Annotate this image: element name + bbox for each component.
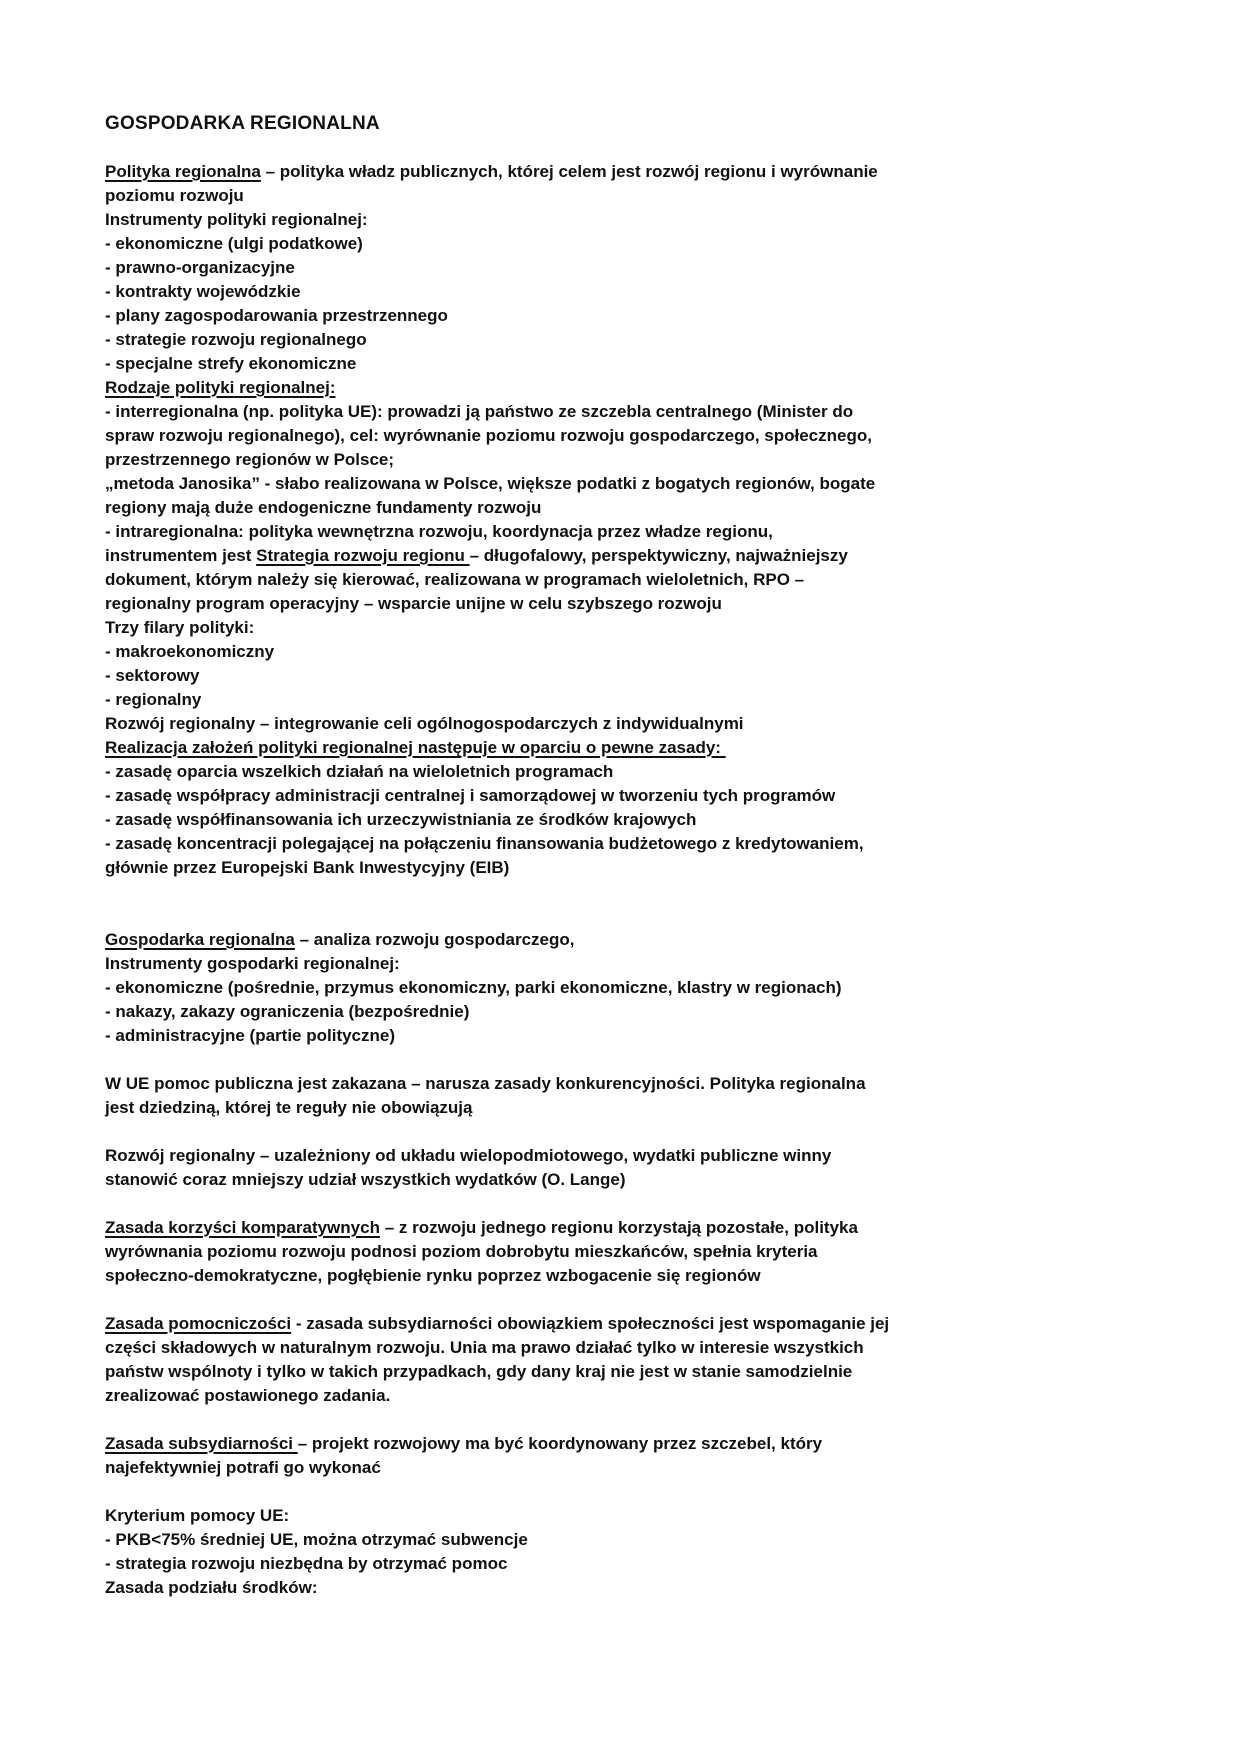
text-line [105,520,1145,544]
text-segment: - sektorowy [105,666,200,685]
text-line [105,976,1145,1000]
text-line [105,1408,1145,1432]
text-segment: W UE pomoc publiczna jest zakazana – narusza zasady konkurencyjności. Polityka regionalna [105,1074,866,1093]
text-segment: państw wspólnoty i tylko w takich przypadkach, gdy dany kraj nie jest w stanie samodzielnie [105,1362,853,1381]
text-segment: Instrumenty polityki regionalnej: [105,210,368,229]
text-line [105,1312,1145,1336]
text-segment: - administracyjne (partie polityczne) [105,1026,396,1045]
text-segment: - PKB<75% średniej UE, można otrzymać subwencje [105,1530,528,1549]
text-line [105,904,1145,928]
text-line [105,1216,1145,1240]
text-line [105,1432,1145,1456]
text-segment: - prawno-organizacyjne [105,258,295,277]
text-segment: - specjalne strefy ekonomiczne [105,354,357,373]
text-segment: dokument, którym należy się kierować, realizowana w programach wieloletnich, RPO – [105,570,805,589]
text-segment: regiony mają duże endogeniczne fundamenty rozwoju [105,498,542,517]
text-segment: – polityka władz publicznych, której celem jest rozwój regionu i wyrównanie [260,162,878,181]
text-line [105,928,1145,952]
text-line [105,568,1145,592]
text-segment: - kontrakty wojewódzkie [105,282,301,301]
text-segment: Zasada podziału środków: [105,1578,318,1597]
text-line [105,304,1145,328]
text-line [105,1048,1145,1072]
underlined-term: Zasada korzyści komparatywnych [105,1218,380,1237]
document-content [105,112,1145,1600]
document-title: GOSPODARKA REGIONALNA [105,113,380,134]
text-line [105,328,1145,352]
text-segment: Trzy filary polityki: [105,618,255,637]
text-line [105,736,1145,760]
text-line [105,1360,1145,1384]
text-line [105,760,1145,784]
text-segment: instrumentem jest [105,546,257,565]
text-line [105,280,1145,304]
text-segment: - nakazy, zakazy ograniczenia (bezpośrednie) [105,1002,470,1021]
text-line [105,1192,1145,1216]
document-body [105,136,1145,1600]
text-line [105,1552,1145,1576]
text-segment: – projekt rozwojowy ma być koordynowany przez szczebel, który [297,1434,823,1453]
text-line [105,1024,1145,1048]
text-line [105,448,1145,472]
text-segment: stanowić coraz mniejszy udział wszystkich wydatków (O. Lange) [105,1170,626,1189]
text-segment: - regionalny [105,690,202,709]
text-line [105,1072,1145,1096]
text-segment: Rozwój regionalny – integrowanie celi ogólnogospodarczych z indywidualnymi [105,714,744,733]
text-line [105,1384,1145,1408]
text-segment: spraw rozwoju regionalnego), cel: wyrównanie poziomu rozwoju gospodarczego, społecznego, [105,426,872,445]
text-segment: - interregionalna (np. polityka UE): prowadzi ją państwo ze szczebla centralnego (Minister do [105,402,854,421]
underlined-term: Polityka regionalna [105,162,261,181]
text-line [105,256,1145,280]
text-segment: „metoda Janosika” - słabo realizowana w Polsce, większe podatki z bogatych regionów, bogate [105,474,876,493]
text-segment: - intraregionalna: polityka wewnętrzna rozwoju, koordynacja przez władze regionu, [105,522,773,541]
text-segment: regionalny program operacyjny – wsparcie unijne w celu szybszego rozwoju [105,594,722,613]
text-segment: jest dziedziną, której te reguły nie obowiązują [105,1098,473,1117]
underlined-term: Zasada pomocniczości [105,1314,292,1333]
text-line [105,1240,1145,1264]
text-segment: - zasada subsydiarności obowiązkiem społeczności jest wspomaganie jej [291,1314,890,1333]
text-line [105,1168,1145,1192]
text-segment: – z rozwoju jednego regionu korzystają pozostałe, polityka [379,1218,858,1237]
text-line [105,160,1145,184]
text-segment: - zasadę oparcia wszelkich działań na wieloletnich programach [105,762,614,781]
text-line [105,136,1145,160]
text-segment: najefektywniej potrafi go wykonać [105,1458,381,1477]
text-line [105,616,1145,640]
text-segment: – analiza rozwoju gospodarczego, [294,930,575,949]
text-segment: - zasadę współfinansowania ich urzeczywistniania ze środków krajowych [105,810,697,829]
text-line [105,1000,1145,1024]
text-segment: - zasadę koncentracji polegającej na połączeniu finansowania budżetowego z kredytowaniem, [105,834,864,853]
text-line [105,688,1145,712]
text-line [105,1144,1145,1168]
text-line [105,712,1145,736]
text-line [105,376,1145,400]
text-segment: społeczno-demokratyczne, pogłębienie rynku poprzez wzbogacenie się regionów [105,1266,761,1285]
text-line [105,832,1145,856]
text-segment: wyrównania poziomu rozwoju podnosi poziom dobrobytu mieszkańców, spełnia kryteria [105,1242,818,1261]
text-line [105,424,1145,448]
text-segment: - strategia rozwoju niezbędna by otrzymać pomoc [105,1554,508,1573]
text-line [105,808,1145,832]
text-segment: poziomu rozwoju [105,186,244,205]
text-segment: części składowych w naturalnym rozwoju. Unia ma prawo działać tylko w interesie wszystkich [105,1338,864,1357]
text-line [105,1336,1145,1360]
text-segment: - ekonomiczne (pośrednie, przymus ekonomiczny, parki ekonomiczne, klastry w regionach) [105,978,842,997]
text-line [105,1504,1145,1528]
text-segment: Kryterium pomocy UE: [105,1506,290,1525]
text-line [105,1456,1145,1480]
text-segment: - makroekonomiczny [105,642,275,661]
text-segment: Rozwój regionalny – uzależniony od układu wielopodmiotowego, wydatki publiczne winny [105,1146,832,1165]
text-segment: przestrzennego regionów w Polsce; [105,450,395,469]
text-line [105,952,1145,976]
text-line [105,1576,1145,1600]
underlined-term: Gospodarka regionalna [105,930,295,949]
text-line [105,1528,1145,1552]
text-line [105,232,1145,256]
text-line [105,880,1145,904]
text-line [105,352,1145,376]
text-line [105,1120,1145,1144]
text-line [105,856,1145,880]
text-line [105,784,1145,808]
text-line [105,664,1145,688]
text-segment: - zasadę współpracy administracji centralnej i samorządowej w tworzeniu tych programów [105,786,836,805]
text-line [105,640,1145,664]
text-segment: - ekonomiczne (ulgi podatkowe) [105,234,363,253]
text-line [105,1480,1145,1504]
text-line [105,208,1145,232]
text-line [105,472,1145,496]
underlined-term: Rodzaje polityki regionalnej: [105,378,336,397]
text-line [105,1288,1145,1312]
text-line [105,592,1145,616]
text-segment: - plany zagospodarowania przestrzennego [105,306,448,325]
text-segment: zrealizować postawionego zadania. [105,1386,391,1405]
text-line [105,1264,1145,1288]
text-segment: głównie przez Europejski Bank Inwestycyjny (EIB) [105,858,510,877]
text-line [105,1096,1145,1120]
text-segment: Instrumenty gospodarki regionalnej: [105,954,400,973]
underlined-term: Realizacja założeń polityki regionalnej następuje w oparciu o pewne zasady: [105,738,726,757]
text-segment: - strategie rozwoju regionalnego [105,330,367,349]
underlined-term: Strategia rozwoju regionu [256,546,470,565]
text-line [105,544,1145,568]
text-segment: – długofalowy, perspektywiczny, najważniejszy [469,546,848,565]
underlined-term: Zasada subsydiarności [105,1434,298,1453]
text-line [105,496,1145,520]
text-line [105,400,1145,424]
text-line [105,184,1145,208]
